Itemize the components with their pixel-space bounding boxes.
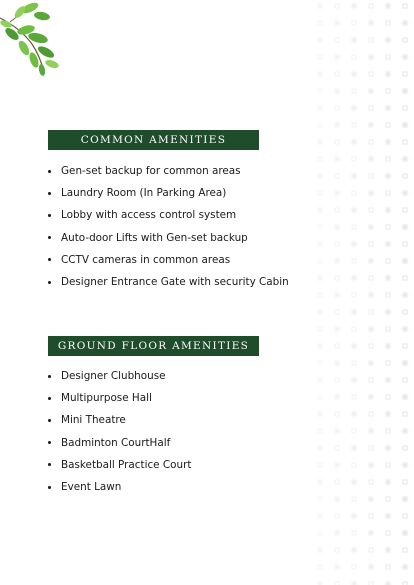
list-item: Basketball Practice Court	[48, 454, 191, 476]
bullet-icon	[48, 281, 51, 284]
leaf-branch-icon	[0, 0, 80, 78]
list-item: Event Lawn	[48, 476, 191, 498]
bullet-icon	[48, 236, 51, 239]
list-item: Badminton CourtHalf	[48, 432, 191, 454]
common-amenities-list	[48, 160, 289, 293]
list-item: Designer Clubhouse	[48, 365, 191, 387]
list-item: Lobby with access control system	[48, 204, 289, 226]
section-header-ground-floor-amenities: GROUND FLOOR AMENITIES	[48, 336, 259, 356]
list-item: Mini Theatre	[48, 409, 191, 431]
bullet-icon	[48, 419, 51, 422]
list-item: Gen-set backup for common areas	[48, 160, 289, 182]
bullet-icon	[48, 214, 51, 217]
bullet-icon	[48, 375, 51, 378]
ground-floor-amenities-list	[48, 365, 191, 498]
list-item: Auto-door Lifts with Gen-set backup	[48, 227, 289, 249]
list-item: Laundry Room (In Parking Area)	[48, 182, 289, 204]
bullet-icon	[48, 397, 51, 400]
bullet-icon	[48, 486, 51, 489]
bullet-icon	[48, 441, 51, 444]
list-item: CCTV cameras in common areas	[48, 249, 289, 271]
bullet-icon	[48, 170, 51, 173]
list-item: Multipurpose Hall	[48, 387, 191, 409]
bullet-icon	[48, 463, 51, 466]
list-item: Designer Entrance Gate with security Cabin	[48, 271, 289, 293]
section-header-common-amenities: COMMON AMENITIES	[48, 130, 259, 150]
star-pattern-icon	[314, 0, 414, 585]
bullet-icon	[48, 192, 51, 195]
bullet-icon	[48, 258, 51, 261]
